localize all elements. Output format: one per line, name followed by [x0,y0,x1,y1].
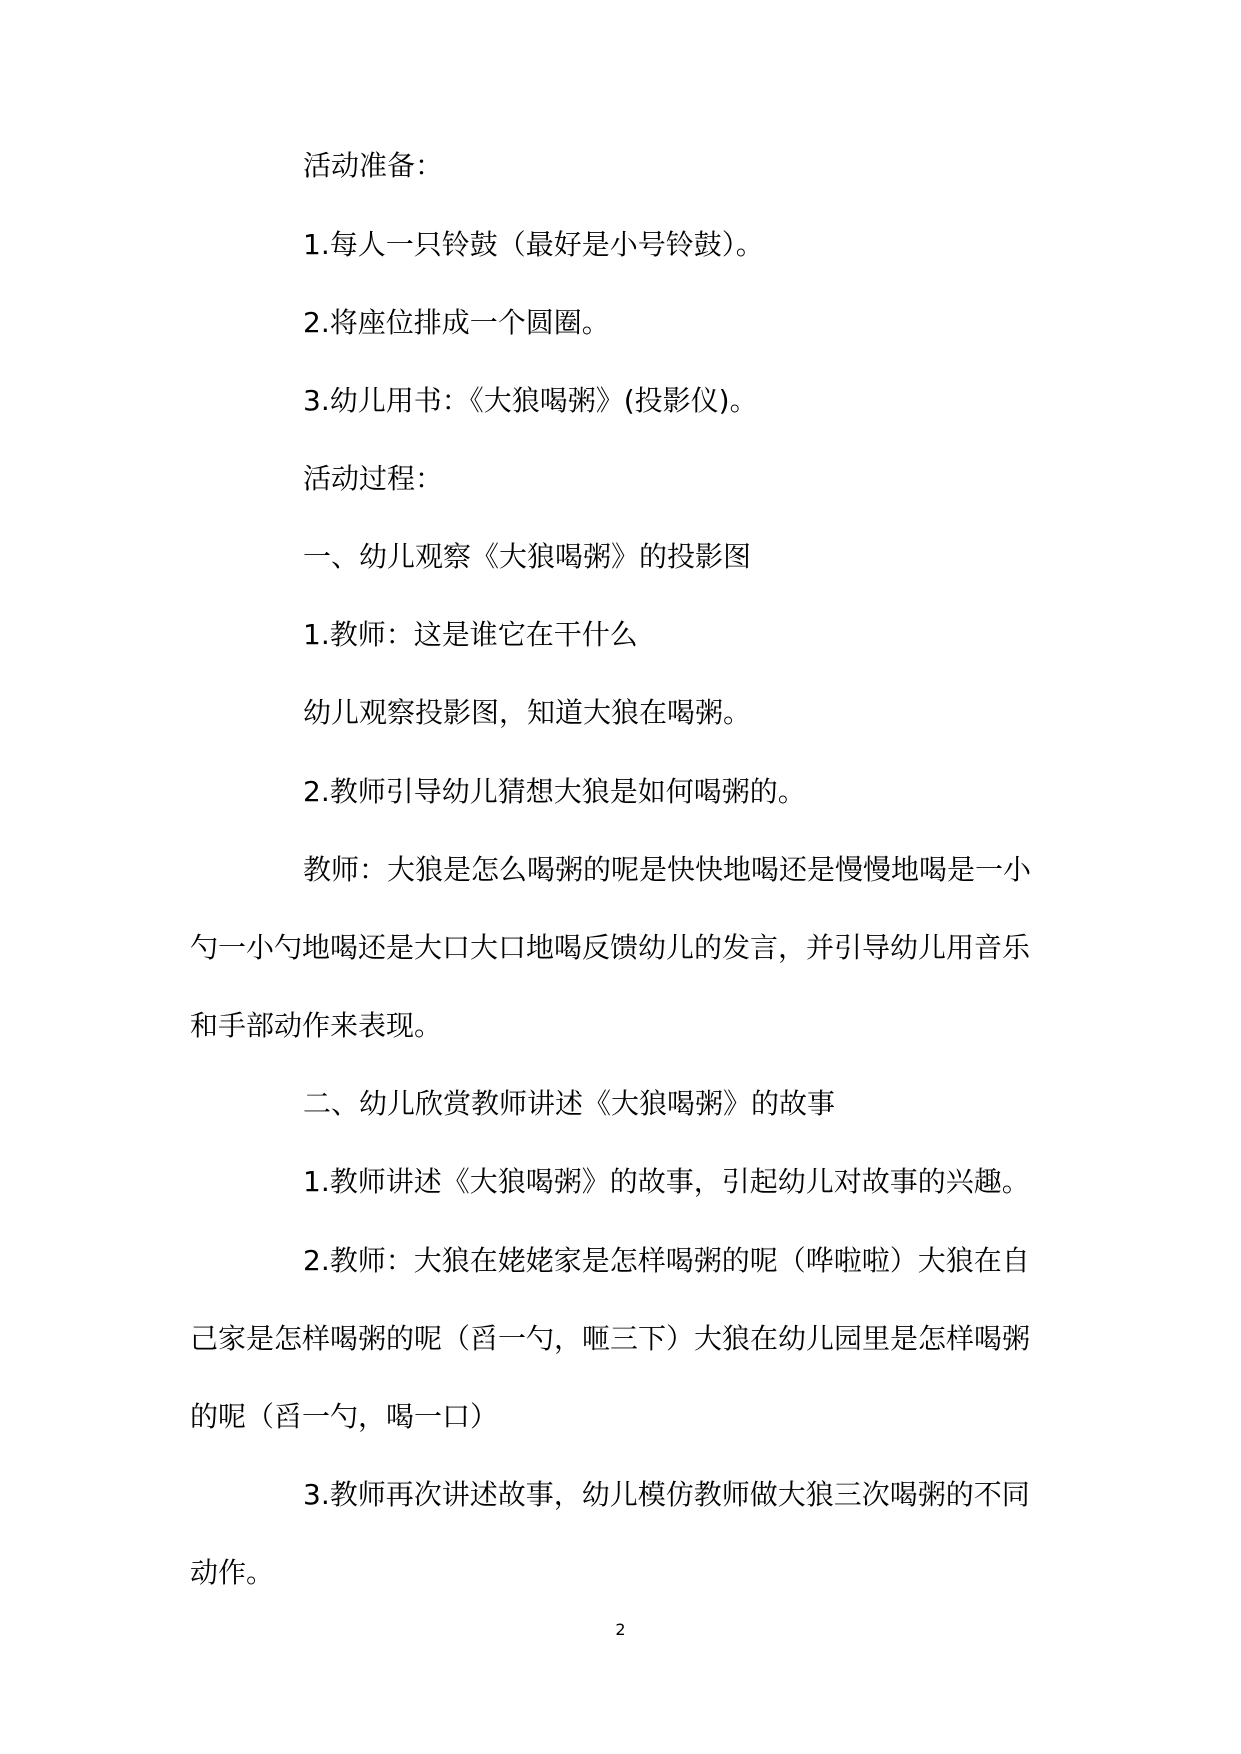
text-line: 3.幼儿用书：《大狼喝粥》(投影仪)。 [303,384,758,417]
text-line: 和手部动作来表现。 [190,1009,443,1042]
text-line: 2.将座位排成一个圆圈。 [303,306,610,339]
text-line: 活动过程： [303,462,444,495]
text-line: 2.教师：大狼在姥姥家是怎样喝粥的呢（哗啦啦）大狼在自 [303,1244,1030,1277]
text-line: 1.教师：这是谁它在干什么 [303,618,638,651]
text-line: 2.教师引导幼儿猜想大狼是如何喝粥的。 [303,775,806,808]
text-line: 的呢（舀一勺，喝一口） [190,1400,499,1433]
text-line: 幼儿观察投影图，知道大狼在喝粥。 [303,696,752,729]
text-line: 勺一小勺地喝还是大口大口地喝反馈幼儿的发言，并引导幼儿用音乐 [190,931,1031,964]
text-line: 活动准备： [303,149,444,182]
text-line: 动作。 [190,1556,275,1589]
page-number: 2 [615,1620,626,1639]
text-line: 二、幼儿欣赏教师讲述《大狼喝粥》的故事 [303,1087,836,1120]
text-line: 1.每人一只铃鼓（最好是小号铃鼓）。 [303,228,764,261]
text-line: 1.教师讲述《大狼喝粥》的故事，引起幼儿对故事的兴趣。 [303,1165,1030,1198]
text-line: 教师：大狼是怎么喝粥的呢是快快地喝还是慢慢地喝是一小 [303,853,1032,886]
text-line: 己家是怎样喝粥的呢（舀一勺，咂三下）大狼在幼儿园里是怎样喝粥 [190,1322,1031,1355]
text-line: 一、幼儿观察《大狼喝粥》的投影图 [303,540,752,573]
text-line: 3.教师再次讲述故事，幼儿模仿教师做大狼三次喝粥的不同 [303,1478,1030,1511]
